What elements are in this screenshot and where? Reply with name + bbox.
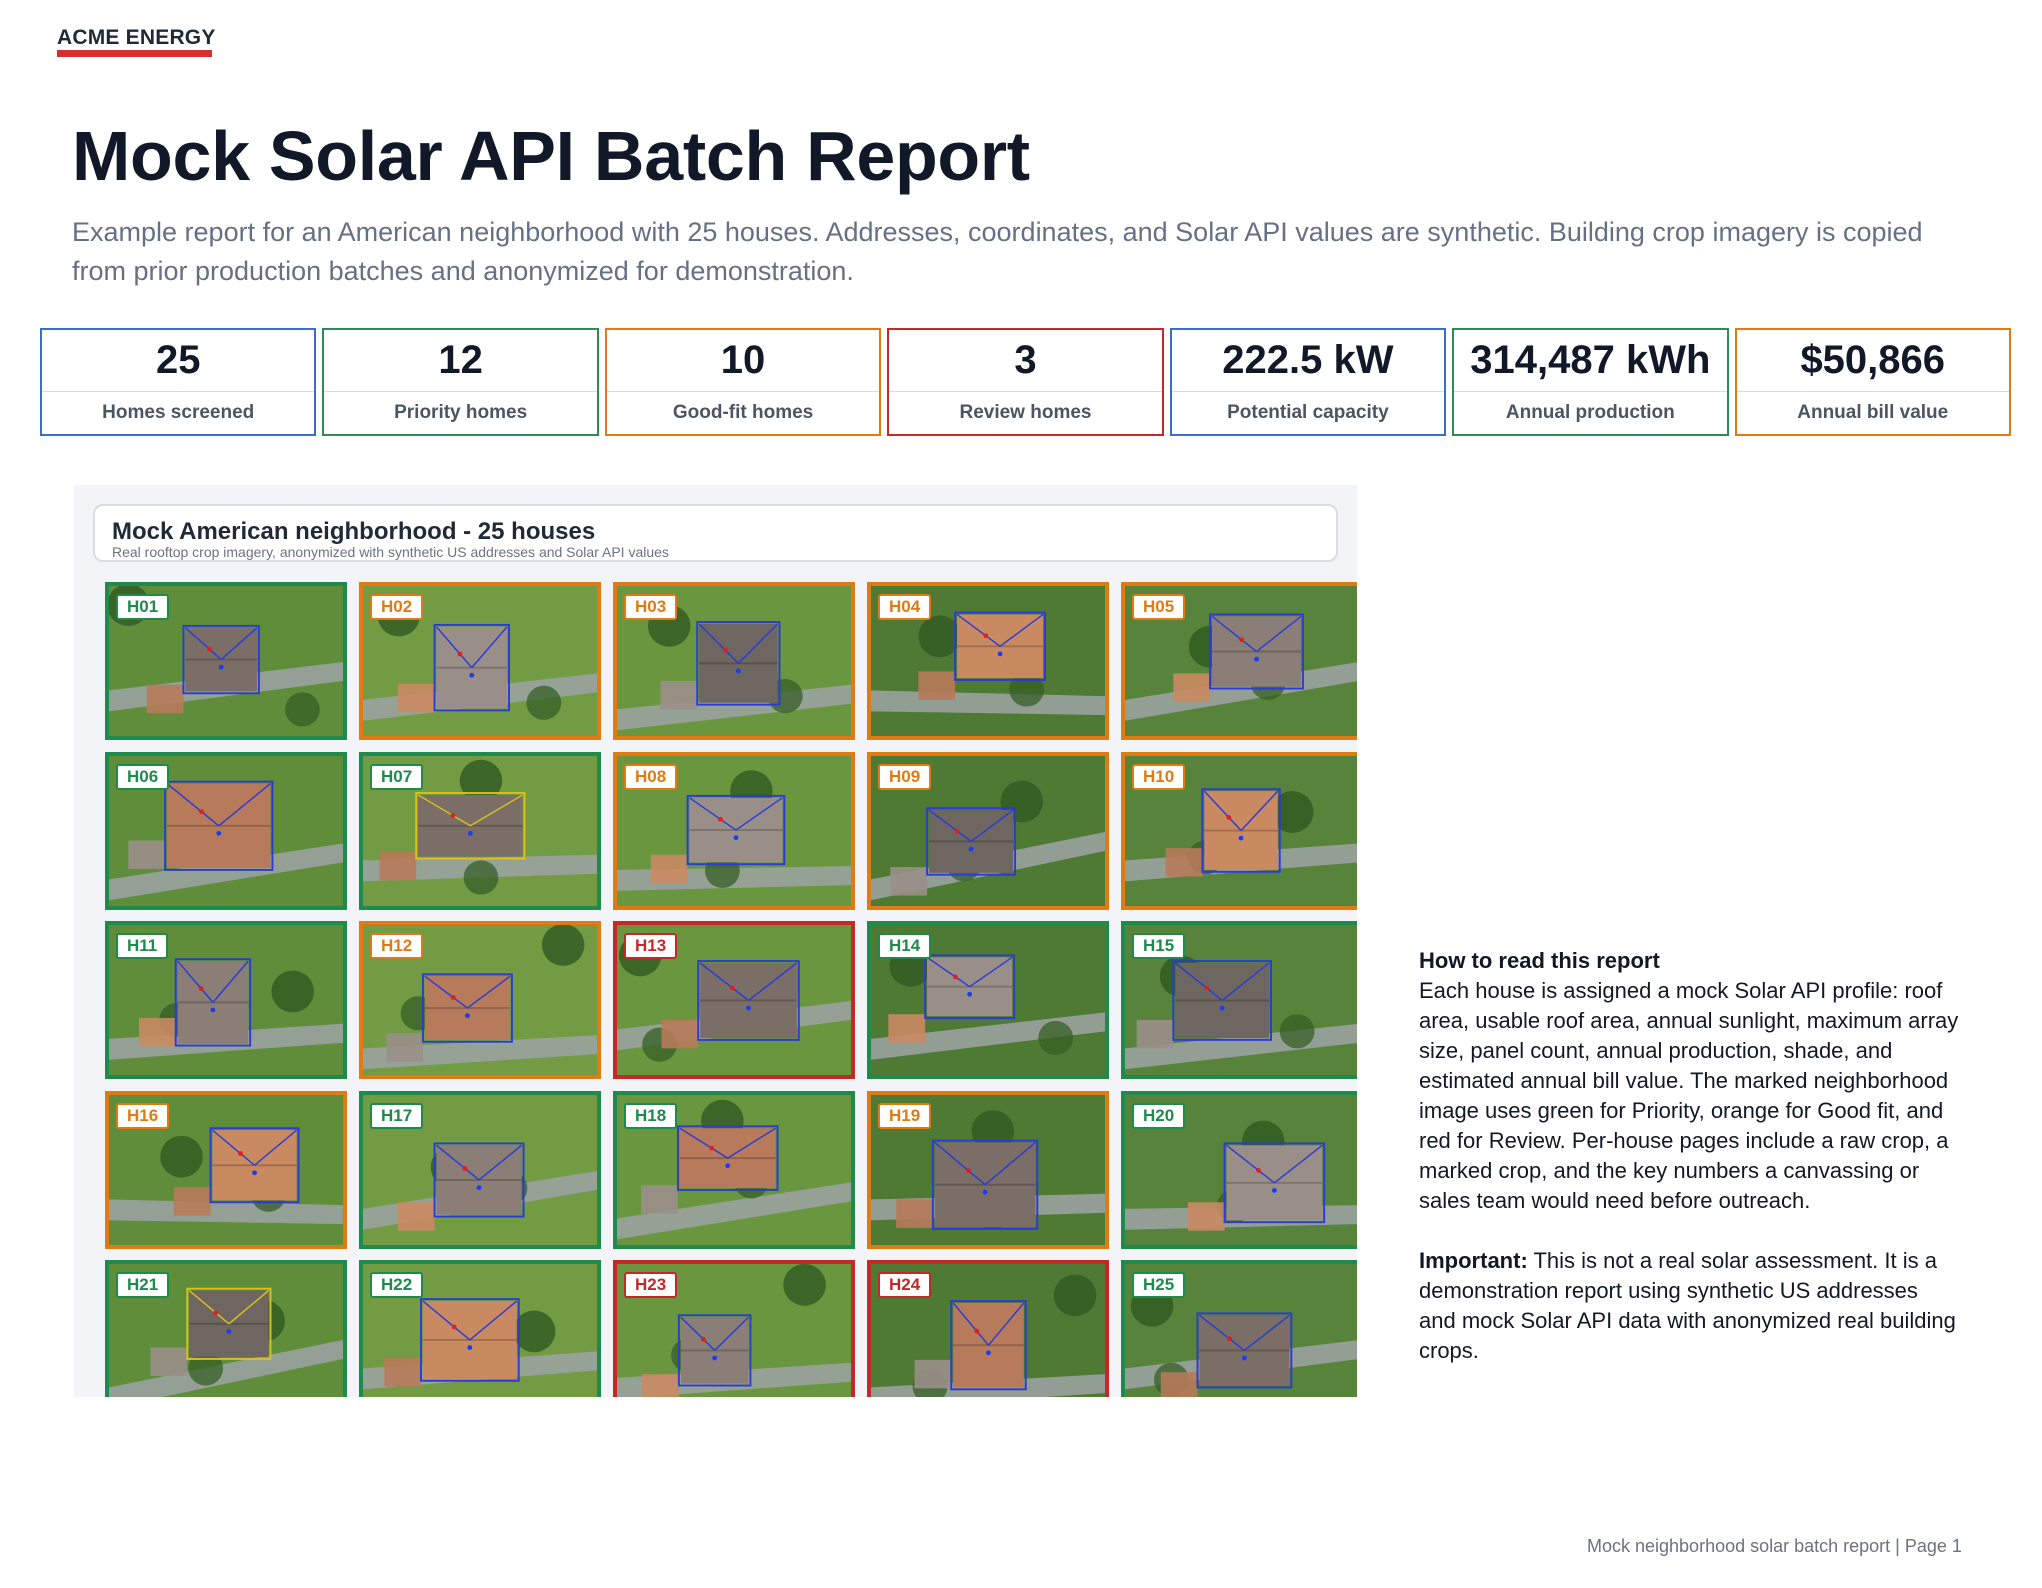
- house-id-label: H11: [116, 933, 168, 959]
- how-to-body: Each house is assigned a mock Solar API profile: roof area, usable roof area, annual sunlight, maximum array size, panel count, annual production, shade, and estimated annual bill value. The marked neighborhood image uses green for Priority, orange for Good fit, and red for Review. Per-house pages include a raw crop, a marked crop, and the key numbers a canvassing or sales team would need before outreach.: [1419, 978, 1959, 1213]
- kpi-review-homes: [887, 328, 1163, 436]
- kpi-value: 314,487 kWh: [1454, 330, 1726, 392]
- brand-logo: ACME ENERGY: [57, 26, 216, 49]
- brand-underline: [57, 50, 212, 57]
- house-id-label: H20: [1132, 1103, 1185, 1129]
- house-tile-h23[interactable]: [613, 1260, 855, 1397]
- house-id-label: H21: [116, 1272, 169, 1298]
- neighborhood-panel: [74, 485, 1357, 1397]
- house-tile-h11[interactable]: [105, 921, 347, 1079]
- house-id-label: H03: [624, 594, 677, 620]
- kpi-label: Review homes: [959, 402, 1092, 423]
- house-id-label: H17: [370, 1103, 423, 1129]
- neighborhood-title: Mock American neighborhood - 25 houses: [112, 518, 596, 545]
- house-tile-h02[interactable]: [359, 582, 601, 740]
- house-id-label: H19: [878, 1103, 931, 1129]
- house-id-label: H15: [1132, 933, 1185, 959]
- how-to-read-section: [1419, 946, 1959, 1366]
- neighborhood-subtitle: Real rooftop crop imagery, anonymized with synthetic US addresses and Solar API values: [112, 544, 669, 560]
- house-id-label: H04: [878, 594, 931, 620]
- house-tile-h07[interactable]: [359, 752, 601, 910]
- house-tile-h12[interactable]: [359, 921, 601, 1079]
- house-tile-h05[interactable]: [1121, 582, 1357, 740]
- house-id-label: H13: [624, 933, 677, 959]
- kpi-annual-bill-value: [1735, 328, 2011, 436]
- house-tile-h04[interactable]: [867, 582, 1109, 740]
- house-id-label: H22: [370, 1272, 423, 1298]
- house-tile-h21[interactable]: [105, 1260, 347, 1397]
- house-tile-h06[interactable]: [105, 752, 347, 910]
- kpi-label: Potential capacity: [1227, 402, 1389, 423]
- house-tile-h14[interactable]: [867, 921, 1109, 1079]
- house-id-label: H10: [1132, 764, 1185, 790]
- house-tile-h10[interactable]: [1121, 752, 1357, 910]
- house-tile-h25[interactable]: [1121, 1260, 1357, 1397]
- house-tile-h15[interactable]: [1121, 921, 1357, 1079]
- kpi-strip: [40, 328, 2011, 436]
- kpi-label: Annual production: [1505, 402, 1675, 423]
- house-tile-h18[interactable]: [613, 1091, 855, 1249]
- house-id-label: H02: [370, 594, 423, 620]
- house-id-label: H09: [878, 764, 931, 790]
- neighborhood-header: [93, 504, 1338, 562]
- house-id-label: H14: [878, 933, 931, 959]
- page-title: Mock Solar API Batch Report: [72, 117, 1030, 195]
- house-id-label: H07: [370, 764, 423, 790]
- house-id-label: H24: [878, 1272, 931, 1298]
- house-tile-h13[interactable]: [613, 921, 855, 1079]
- house-id-label: H05: [1132, 594, 1185, 620]
- house-id-label: H08: [624, 764, 677, 790]
- kpi-value: 12: [324, 330, 596, 392]
- house-tile-h20[interactable]: [1121, 1091, 1357, 1249]
- house-tile-h03[interactable]: [613, 582, 855, 740]
- house-id-label: H16: [116, 1103, 169, 1129]
- how-to-heading: How to read this report: [1419, 948, 1660, 973]
- house-id-label: H25: [1132, 1272, 1185, 1298]
- important-note: [1419, 1246, 1959, 1366]
- kpi-value: 10: [607, 330, 879, 392]
- kpi-label: Homes screened: [102, 402, 255, 423]
- house-tile-h09[interactable]: [867, 752, 1109, 910]
- kpi-potential-capacity: [1170, 328, 1446, 436]
- kpi-homes-screened: [40, 328, 316, 436]
- house-tile-h24[interactable]: [867, 1260, 1109, 1397]
- important-text: This is not a real solar assessment. It is a demonstration report using synthetic US addresses and mock Solar API data with anonymized real building crops.: [1419, 1248, 1956, 1363]
- kpi-annual-production: [1452, 328, 1728, 436]
- house-id-label: H23: [624, 1272, 677, 1298]
- kpi-priority-homes: [322, 328, 598, 436]
- house-id-label: H12: [370, 933, 423, 959]
- house-tile-h19[interactable]: [867, 1091, 1109, 1249]
- house-id-label: H01: [116, 594, 169, 620]
- house-id-label: H18: [624, 1103, 677, 1129]
- kpi-label: Annual bill value: [1797, 402, 1949, 423]
- important-label: Important:: [1419, 1248, 1528, 1273]
- house-id-label: H06: [116, 764, 169, 790]
- kpi-good-fit-homes: [605, 328, 881, 436]
- house-tile-h16[interactable]: [105, 1091, 347, 1249]
- kpi-label: Good-fit homes: [672, 402, 814, 423]
- kpi-value: 3: [889, 330, 1161, 392]
- house-tile-h17[interactable]: [359, 1091, 601, 1249]
- page-footer: Mock neighborhood solar batch report | Page 1: [1587, 1536, 1962, 1556]
- house-tile-h22[interactable]: [359, 1260, 601, 1397]
- kpi-value: $50,866: [1737, 330, 2009, 392]
- kpi-value: 222.5 kW: [1172, 330, 1444, 392]
- house-tile-h08[interactable]: [613, 752, 855, 910]
- house-tile-h01[interactable]: [105, 582, 347, 740]
- kpi-label: Priority homes: [394, 402, 528, 423]
- kpi-value: 25: [42, 330, 314, 392]
- page-subtitle: Example report for an American neighborhood with 25 houses. Addresses, coordinates, and Solar API values are synthetic. Building crop imagery is copied from prior production batches and anonymized for demonstration.: [72, 217, 1923, 286]
